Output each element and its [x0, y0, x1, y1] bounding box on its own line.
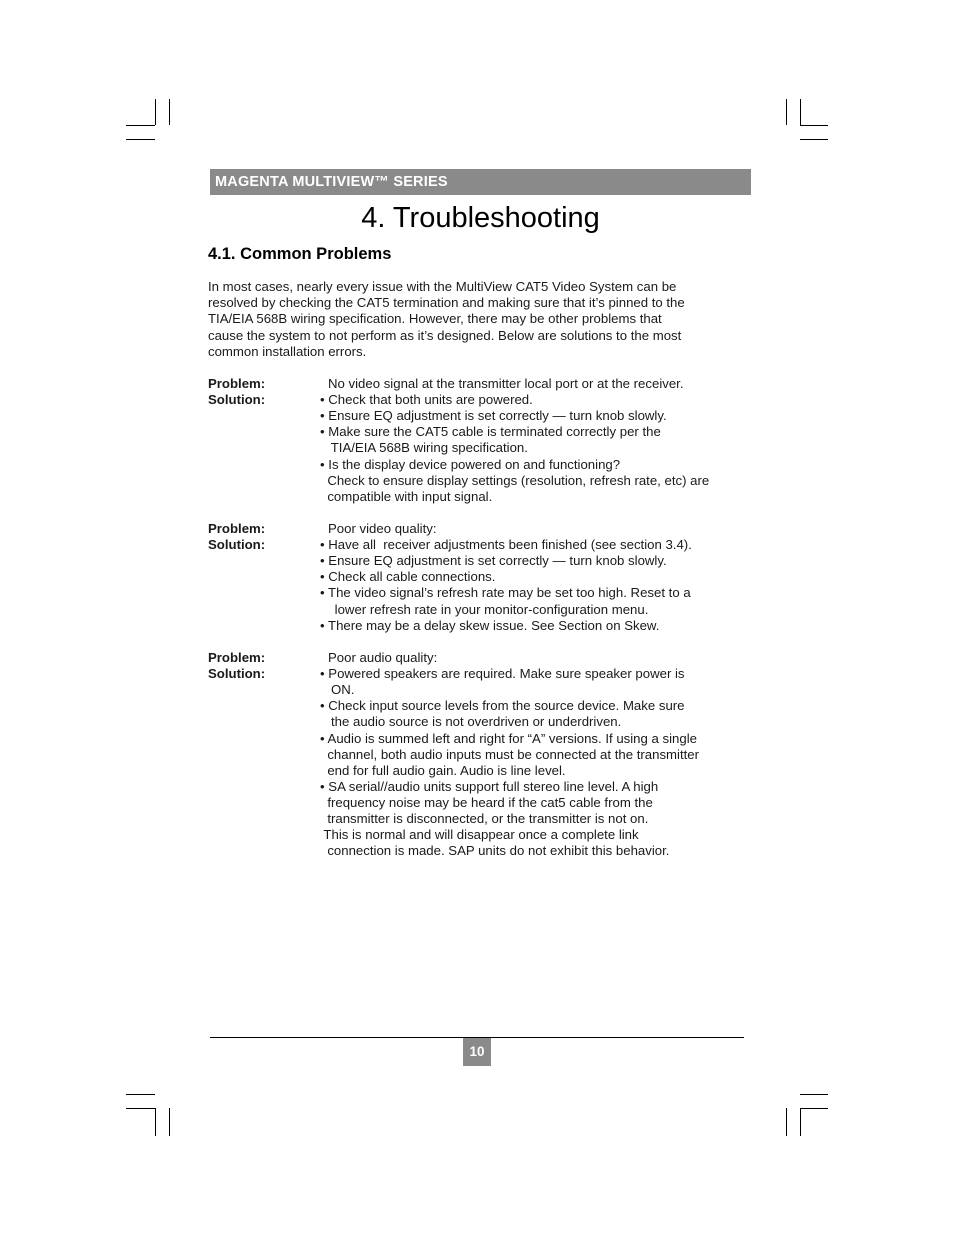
- crop-mark: [126, 125, 155, 126]
- solution-line: lower refresh rate in your monitor-configuration menu.: [320, 601, 649, 617]
- solution-line: transmitter is disconnected, or the transmitter is not on.: [320, 811, 649, 826]
- solution-line: • Have all receiver adjustments been finished (see section 3.4).: [320, 537, 692, 553]
- crop-mark: [126, 1108, 155, 1109]
- solution-line: • Check input source levels from the source device. Make sure: [320, 698, 685, 714]
- solution-line: • Check that both units are powered.: [320, 392, 533, 408]
- solution-line: Check to ensure display settings (resolution, refresh rate, etc) are: [320, 472, 710, 488]
- section-heading: 4.1. Common Problems: [208, 245, 392, 263]
- solution-line: • There may be a delay skew issue. See Section on Skew.: [320, 617, 660, 633]
- crop-mark: [169, 1108, 170, 1136]
- intro-line: TIA/EIA 568B wiring specification. However, there may be other problems that: [208, 311, 662, 327]
- solution-line: • Check all cable connections.: [320, 569, 496, 585]
- crop-mark: [126, 139, 155, 140]
- crop-mark: [800, 139, 828, 140]
- solution-line: compatible with input signal.: [320, 488, 493, 504]
- problem-label: Problem:: [208, 650, 266, 665]
- solution-line: ON.: [320, 682, 355, 698]
- solution-line: • SA serial//audio units support full stereo line level. A high: [320, 778, 659, 794]
- series-banner: MAGENTA MULTIVIEW™ SERIES: [210, 169, 751, 195]
- intro-line: common installation errors.: [208, 343, 367, 359]
- crop-mark: [155, 1108, 156, 1136]
- problem-text: No video signal at the transmitter local port or at the receiver.: [328, 376, 684, 391]
- solution-line: TIA/EIA 568B wiring specification.: [320, 440, 528, 456]
- solution-label: Solution:: [208, 537, 266, 553]
- crop-mark: [800, 1094, 828, 1095]
- intro-paragraph: [208, 279, 738, 360]
- solution-line: • Is the display device powered on and functioning?: [320, 456, 621, 472]
- crop-mark: [155, 99, 156, 125]
- solution-line: connection is made. SAP units do not exhibit this behavior.: [320, 843, 670, 859]
- crop-mark: [800, 99, 801, 125]
- crop-mark: [800, 1108, 801, 1136]
- problem-text: Poor video quality:: [328, 521, 437, 536]
- solution-line: • Powered speakers are required. Make sure speaker power is: [320, 666, 685, 682]
- problem-label: Problem:: [208, 376, 266, 391]
- solution-line: • Ensure EQ adjustment is set correctly — turn knob slowly.: [320, 553, 667, 569]
- crop-mark: [786, 1108, 787, 1136]
- crop-mark: [800, 125, 828, 126]
- problem-text: Poor audio quality:: [328, 650, 438, 665]
- crop-mark: [786, 99, 787, 125]
- intro-line: In most cases, nearly every issue with the MultiView CAT5 Video System can be: [208, 279, 677, 294]
- solution-line: • Make sure the CAT5 cable is terminated correctly per the: [320, 424, 661, 440]
- crop-mark: [800, 1108, 828, 1109]
- page-title: 4. Troubleshooting: [361, 202, 600, 234]
- solution-line: the audio source is not overdriven or underdriven.: [320, 714, 622, 730]
- crop-mark: [169, 99, 170, 125]
- solution-line: This is normal and will disappear once a complete link: [320, 827, 639, 843]
- solution-line: frequency noise may be heard if the cat5 cable from the: [320, 794, 653, 810]
- intro-line: resolved by checking the CAT5 termination and making sure that it’s pinned to the: [208, 295, 685, 311]
- crop-mark: [126, 1094, 155, 1095]
- solution-line: channel, both audio inputs must be connected at the transmitter: [320, 746, 700, 762]
- problem-label: Problem:: [208, 521, 266, 536]
- intro-line: cause the system to not perform as it’s designed. Below are solutions to the most: [208, 327, 682, 343]
- solution-line: end for full audio gain. Audio is line level.: [320, 762, 566, 778]
- solution-label: Solution:: [208, 392, 266, 408]
- solution-line: • The video signal’s refresh rate may be set too high. Reset to a: [320, 585, 691, 601]
- solution-line: • Audio is summed left and right for “A” versions. If using a single: [320, 730, 697, 746]
- page-number: 10: [463, 1038, 491, 1066]
- solution-line: • Ensure EQ adjustment is set correctly — turn knob slowly.: [320, 408, 667, 424]
- solution-label: Solution:: [208, 666, 266, 682]
